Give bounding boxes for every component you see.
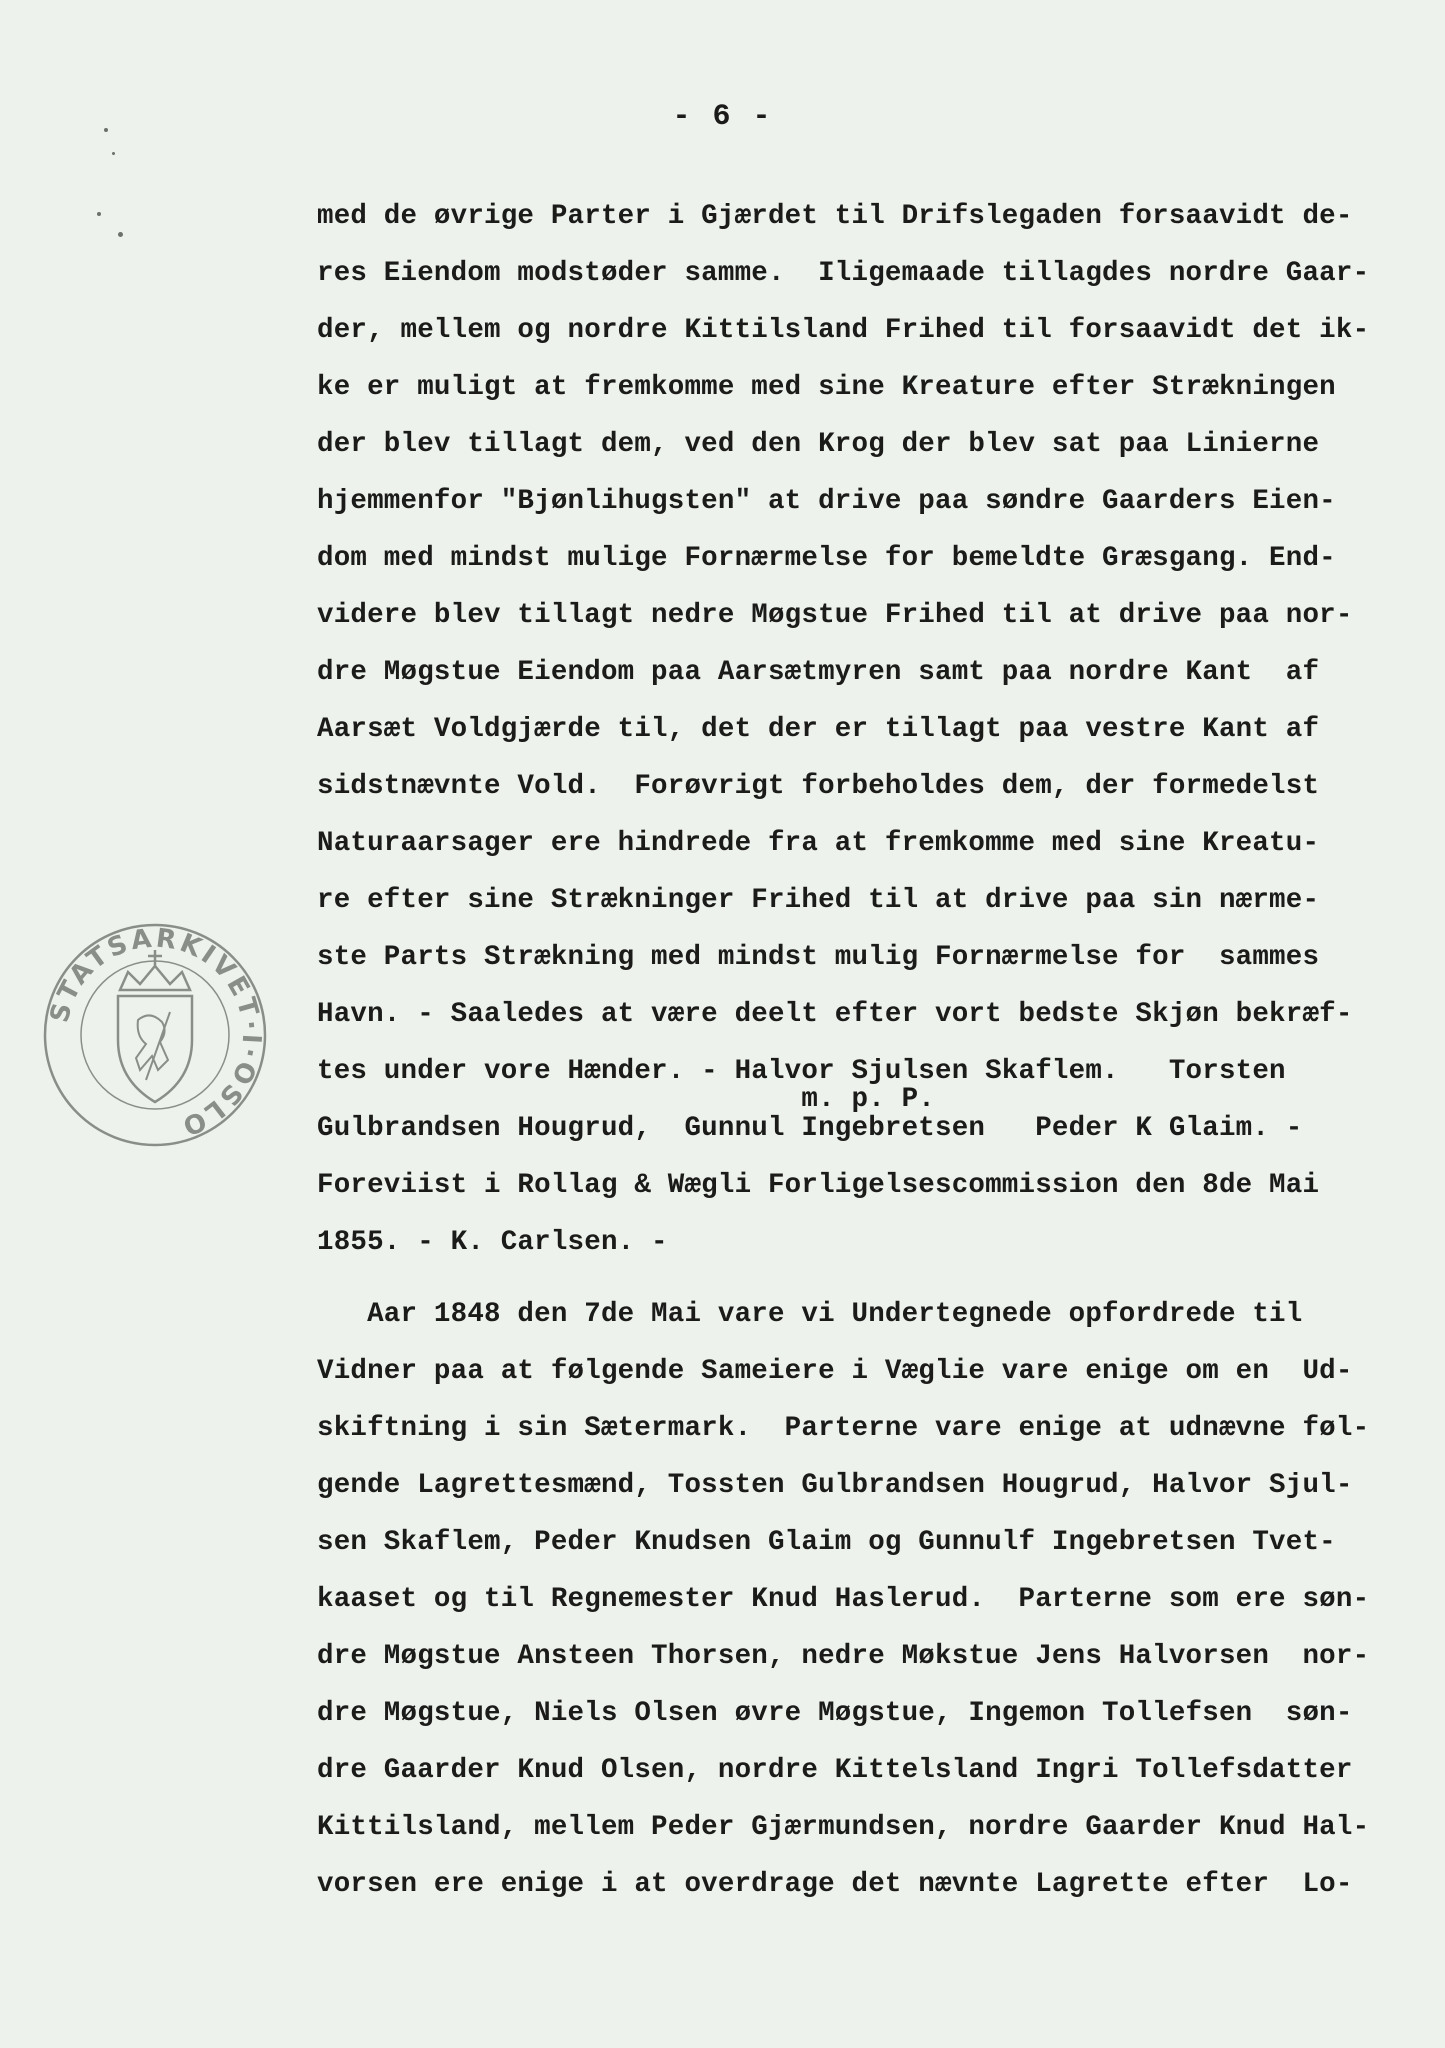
svg-text:STATSARKIVET·I·OSLO: STATSARKIVET·I·OSLO [44, 923, 267, 1142]
text-line: ke er muligt at fremkomme med sine Kreature efter Strækningen [317, 372, 1336, 403]
text-line: dom med mindst mulige Fornærmelse for bemeldte Græsgang. End- [317, 543, 1336, 574]
text-line: gende Lagrettesmænd, Tossten Gulbrandsen Hougrud, Halvor Sjul- [317, 1470, 1353, 1501]
text-line: sen Skaflem, Peder Knudsen Glaim og Gunnulf Ingebretsen Tvet- [317, 1527, 1336, 1558]
text-line: skiftning i sin Sætermark. Parterne vare enige at udnævne føl- [317, 1413, 1370, 1444]
text-line: Havn. - Saaledes at være deelt efter vort bedste Skjøn bekræf- [317, 999, 1353, 1030]
text-line: der blev tillagt dem, ved den Krog der blev sat paa Linierne [317, 429, 1320, 460]
margin-mark [97, 212, 101, 216]
text-line: res Eiendom modstøder samme. Iligemaade tillagdes nordre Gaar- [317, 258, 1370, 289]
text-line: Aar 1848 den 7de Mai vare vi Undertegnede opfordrede til [317, 1299, 1303, 1330]
text-line: 1855. - K. Carlsen. - [317, 1227, 668, 1258]
text-line: kaaset og til Regnemester Knud Haslerud. Parterne som ere søn- [317, 1584, 1370, 1615]
text-line: hjemmenfor "Bjønlihugsten" at drive paa søndre Gaarders Eien- [317, 486, 1336, 517]
text-line: videre blev tillagt nedre Møgstue Frihed til at drive paa nor- [317, 600, 1353, 631]
text-line: re efter sine Strækninger Frihed til at drive paa sin nærme- [317, 885, 1320, 916]
text-line: m. p. P. [317, 1084, 935, 1115]
text-line: sidstnævnte Vold. Forøvrigt forbeholdes dem, der formedelst [317, 771, 1320, 802]
archive-stamp-icon [40, 920, 270, 1150]
text-line: dre Møgstue Eiendom paa Aarsætmyren samt paa nordre Kant af [317, 657, 1320, 688]
text-line: dre Møgstue, Niels Olsen øvre Møgstue, Ingemon Tollefsen søn- [317, 1698, 1353, 1729]
text-line: ste Parts Strækning med mindst mulig Fornærmelse for sammes [317, 942, 1320, 973]
margin-mark [118, 232, 123, 237]
text-line: der, mellem og nordre Kittilsland Frihed til forsaavidt det ik- [317, 315, 1370, 346]
text-line: med de øvrige Parter i Gjærdet til Drifslegaden forsaavidt de- [317, 201, 1353, 232]
text-line: Naturaarsager ere hindrede fra at fremkomme med sine Kreatu- [317, 828, 1320, 859]
text-line: dre Gaarder Knud Olsen, nordre Kittelsland Ingri Tollefsdatter [317, 1755, 1353, 1786]
text-line: Gulbrandsen Hougrud, Gunnul Ingebretsen Peder K Glaim. - [317, 1113, 1303, 1144]
text-line: Kittilsland, mellem Peder Gjærmundsen, nordre Gaarder Knud Hal- [317, 1812, 1370, 1843]
text-line: dre Møgstue Ansteen Thorsen, nedre Møkstue Jens Halvorsen nor- [317, 1641, 1370, 1672]
text-line: tes under vore Hænder. - Halvor Sjulsen Skaflem. Torsten [317, 1056, 1286, 1087]
text-line: Aarsæt Voldgjærde til, det der er tillagt paa vestre Kant af [317, 714, 1320, 745]
margin-mark [104, 128, 108, 132]
page-number: - 6 - [672, 100, 773, 134]
text-line: Foreviist i Rollag & Wægli Forligelsescommission den 8de Mai [317, 1170, 1320, 1201]
margin-mark [112, 152, 115, 155]
text-line: Vidner paa at følgende Sameiere i Væglie vare enige om en Ud- [317, 1356, 1353, 1387]
text-line: vorsen ere enige i at overdrage det nævnte Lagrette efter Lo- [317, 1869, 1353, 1900]
